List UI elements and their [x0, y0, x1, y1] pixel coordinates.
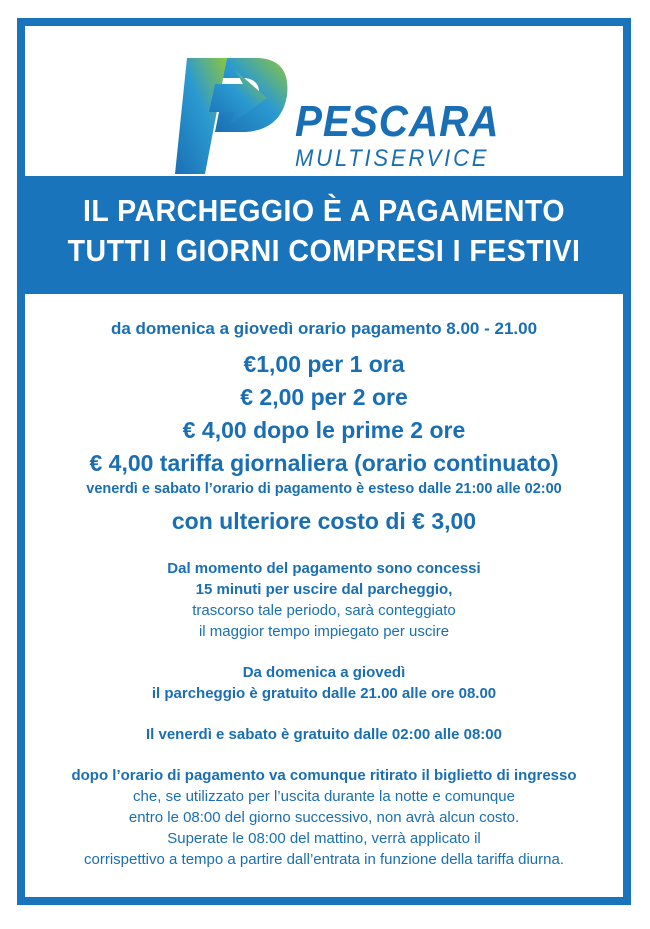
pescara-multiservice-logo	[175, 56, 505, 186]
exit-info-line-2: 15 minuti per uscire dal parcheggio,	[195, 581, 453, 598]
extra-cost: con ulteriore costo di € 3,00	[171, 508, 477, 534]
brand-name: PESCARA	[295, 97, 500, 146]
exit-info-line-3: trascorso tale periodo, sarà conteggiato	[192, 602, 456, 619]
brand-text	[295, 98, 517, 172]
p-arrow-logo-icon	[175, 56, 295, 186]
ticket-info-line-2: che, se utilizzato per l’uscita durante la notte e comunque	[133, 788, 515, 805]
headline-line-1: IL PARCHEGGIO È A PAGAMENTO	[83, 193, 565, 228]
parking-sign	[17, 18, 631, 905]
ticket-info-line-5: corrispettivo a tempo a partire dall’entrata in funzione della tariffa diurna.	[84, 851, 564, 868]
free-info-weekend: Il venerdì e sabato è gratuito dalle 02:00 alle 08:00	[146, 726, 502, 743]
price-daily: € 4,00 tariffa giornaliera (orario continuato)	[89, 450, 559, 476]
tariff-info	[25, 316, 623, 870]
ticket-info-line-1: dopo l’orario di pagamento va comunque ritirato il biglietto di ingresso	[71, 767, 577, 784]
price-1-hour: €1,00 per 1 ora	[243, 351, 405, 377]
ticket-info-line-4: Superate le 08:00 del mattino, verrà applicato il	[167, 830, 481, 847]
price-2-hours: € 2,00 per 2 ore	[240, 384, 408, 410]
brand-subtitle: MULTISERVICE	[295, 145, 490, 172]
price-after-2-hours: € 4,00 dopo le prime 2 ore	[182, 417, 466, 443]
weekend-extended-hours: venerdì e sabato l’orario di pagamento è esteso dalle 21:00 alle 02:00	[86, 481, 562, 497]
headline-line-2: TUTTI I GIORNI COMPRESI I FESTIVI	[67, 233, 581, 268]
exit-info-line-1: Dal momento del pagamento sono concessi	[167, 560, 481, 577]
ticket-info-line-3: entro le 08:00 del giorno successivo, non avrà alcun costo.	[128, 809, 520, 826]
exit-info-line-4: il maggior tempo impiegato per uscire	[198, 623, 450, 640]
free-info-line-1: Da domenica a giovedì	[242, 664, 406, 681]
free-info-line-2: il parcheggio è gratuito dalle 21.00 alle ore 08.00	[151, 685, 497, 702]
payment-hours: da domenica a giovedì orario pagamento 8.00 - 21.00	[110, 319, 538, 338]
headline-banner	[25, 176, 623, 294]
